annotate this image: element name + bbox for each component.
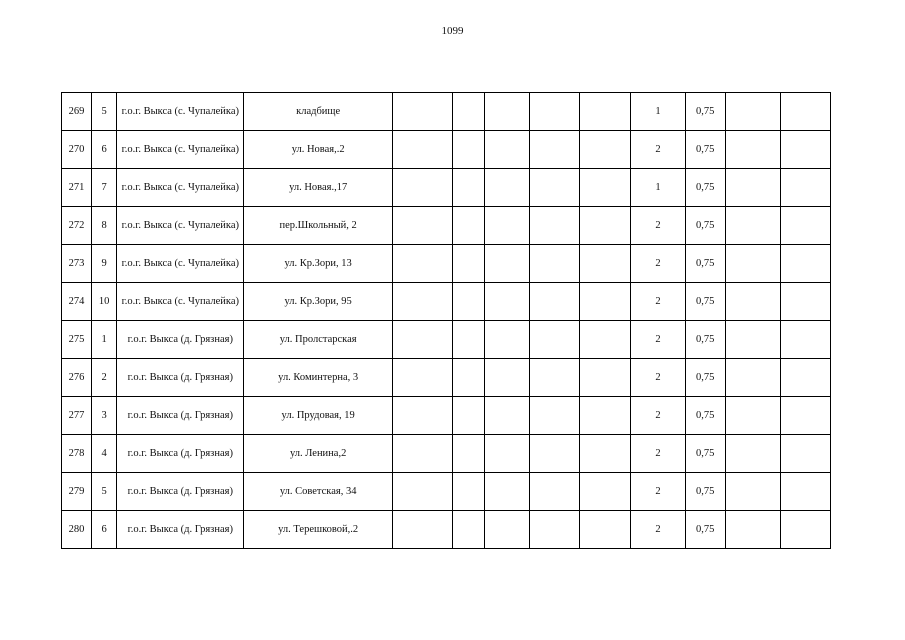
empty-cell: [453, 93, 485, 131]
empty-cell: [392, 511, 452, 549]
row-number-cell: 277: [62, 397, 92, 435]
row-number-cell: 275: [62, 321, 92, 359]
empty-cell: [453, 169, 485, 207]
empty-cell: [453, 131, 485, 169]
container-count-cell: 1: [631, 169, 685, 207]
container-volume-cell: 0,75: [685, 321, 725, 359]
empty-cell: [453, 245, 485, 283]
address-cell: кладбище: [244, 93, 392, 131]
container-count-cell: 2: [631, 473, 685, 511]
local-index-cell: 8: [92, 207, 117, 245]
empty-cell: [485, 245, 530, 283]
empty-cell: [392, 359, 452, 397]
address-cell: ул. Терешковой,.2: [244, 511, 392, 549]
registry-table-body: [62, 93, 831, 549]
locality-cell: г.о.г. Выкса (д. Грязная): [117, 511, 244, 549]
page-number: 1099: [441, 25, 464, 37]
empty-cell: [580, 283, 631, 321]
table-row: [62, 245, 831, 283]
locality-cell: г.о.г. Выкса (с. Чупалейка): [117, 169, 244, 207]
empty-cell: [580, 93, 631, 131]
locality-cell: г.о.г. Выкса (с. Чупалейка): [117, 283, 244, 321]
container-volume-cell: 0,75: [685, 169, 725, 207]
container-volume-cell: 0,75: [685, 93, 725, 131]
empty-cell: [453, 321, 485, 359]
empty-cell: [780, 359, 830, 397]
local-index-cell: 5: [92, 473, 117, 511]
local-index-cell: 6: [92, 131, 117, 169]
empty-cell: [780, 473, 830, 511]
local-index-cell: 5: [92, 93, 117, 131]
empty-cell: [392, 397, 452, 435]
container-count-cell: 2: [631, 283, 685, 321]
empty-cell: [485, 93, 530, 131]
empty-cell: [530, 245, 580, 283]
locality-cell: г.о.г. Выкса (д. Грязная): [117, 359, 244, 397]
empty-cell: [453, 435, 485, 473]
address-cell: ул. Пролстарская: [244, 321, 392, 359]
table-row: [62, 283, 831, 321]
empty-cell: [485, 511, 530, 549]
empty-cell: [485, 321, 530, 359]
empty-cell: [780, 169, 830, 207]
empty-cell: [780, 207, 830, 245]
empty-cell: [725, 93, 780, 131]
container-count-cell: 2: [631, 359, 685, 397]
empty-cell: [392, 245, 452, 283]
container-count-cell: 2: [631, 207, 685, 245]
empty-cell: [580, 397, 631, 435]
empty-cell: [725, 131, 780, 169]
table-row: [62, 359, 831, 397]
empty-cell: [725, 473, 780, 511]
container-volume-cell: 0,75: [685, 283, 725, 321]
local-index-cell: 2: [92, 359, 117, 397]
empty-cell: [392, 321, 452, 359]
locality-cell: г.о.г. Выкса (с. Чупалейка): [117, 207, 244, 245]
locality-cell: г.о.г. Выкса (с. Чупалейка): [117, 93, 244, 131]
empty-cell: [485, 473, 530, 511]
table-row: [62, 435, 831, 473]
container-count-cell: 2: [631, 397, 685, 435]
empty-cell: [580, 321, 631, 359]
row-number-cell: 276: [62, 359, 92, 397]
empty-cell: [530, 473, 580, 511]
empty-cell: [392, 435, 452, 473]
empty-cell: [580, 207, 631, 245]
empty-cell: [392, 169, 452, 207]
locality-cell: г.о.г. Выкса (д. Грязная): [117, 397, 244, 435]
table-row: [62, 93, 831, 131]
container-volume-cell: 0,75: [685, 435, 725, 473]
empty-cell: [580, 169, 631, 207]
local-index-cell: 10: [92, 283, 117, 321]
empty-cell: [780, 93, 830, 131]
empty-cell: [725, 321, 780, 359]
empty-cell: [725, 435, 780, 473]
empty-cell: [580, 359, 631, 397]
locality-cell: г.о.г. Выкса (д. Грязная): [117, 321, 244, 359]
row-number-cell: 271: [62, 169, 92, 207]
address-cell: ул. Новая.,17: [244, 169, 392, 207]
address-cell: ул. Кр.Зори, 13: [244, 245, 392, 283]
local-index-cell: 3: [92, 397, 117, 435]
local-index-cell: 7: [92, 169, 117, 207]
container-count-cell: 1: [631, 93, 685, 131]
empty-cell: [530, 169, 580, 207]
empty-cell: [485, 207, 530, 245]
address-cell: ул. Кр.Зори, 95: [244, 283, 392, 321]
locality-cell: г.о.г. Выкса (д. Грязная): [117, 473, 244, 511]
registry-table: [61, 92, 831, 549]
empty-cell: [725, 397, 780, 435]
empty-cell: [485, 435, 530, 473]
empty-cell: [485, 169, 530, 207]
container-count-cell: 2: [631, 435, 685, 473]
empty-cell: [392, 207, 452, 245]
empty-cell: [530, 359, 580, 397]
local-index-cell: 6: [92, 511, 117, 549]
row-number-cell: 278: [62, 435, 92, 473]
empty-cell: [725, 359, 780, 397]
empty-cell: [530, 283, 580, 321]
empty-cell: [485, 131, 530, 169]
local-index-cell: 9: [92, 245, 117, 283]
empty-cell: [530, 321, 580, 359]
table-row: [62, 169, 831, 207]
empty-cell: [725, 283, 780, 321]
empty-cell: [725, 245, 780, 283]
local-index-cell: 4: [92, 435, 117, 473]
table-row: [62, 131, 831, 169]
container-count-cell: 2: [631, 511, 685, 549]
empty-cell: [392, 131, 452, 169]
empty-cell: [392, 283, 452, 321]
table-row: [62, 511, 831, 549]
table-row: [62, 207, 831, 245]
empty-cell: [780, 435, 830, 473]
empty-cell: [580, 435, 631, 473]
container-volume-cell: 0,75: [685, 511, 725, 549]
empty-cell: [725, 511, 780, 549]
address-cell: ул. Советская, 34: [244, 473, 392, 511]
empty-cell: [780, 321, 830, 359]
container-count-cell: 2: [631, 321, 685, 359]
empty-cell: [530, 397, 580, 435]
empty-cell: [530, 511, 580, 549]
address-cell: ул. Коминтерна, 3: [244, 359, 392, 397]
container-count-cell: 2: [631, 245, 685, 283]
row-number-cell: 270: [62, 131, 92, 169]
locality-cell: г.о.г. Выкса (с. Чупалейка): [117, 131, 244, 169]
empty-cell: [530, 207, 580, 245]
empty-cell: [780, 245, 830, 283]
empty-cell: [453, 397, 485, 435]
empty-cell: [485, 359, 530, 397]
empty-cell: [485, 283, 530, 321]
empty-cell: [530, 93, 580, 131]
empty-cell: [530, 435, 580, 473]
empty-cell: [580, 473, 631, 511]
empty-cell: [580, 511, 631, 549]
table-row: [62, 321, 831, 359]
locality-cell: г.о.г. Выкса (д. Грязная): [117, 435, 244, 473]
row-number-cell: 279: [62, 473, 92, 511]
address-cell: ул. Ленина,2: [244, 435, 392, 473]
empty-cell: [530, 131, 580, 169]
empty-cell: [780, 283, 830, 321]
empty-cell: [453, 359, 485, 397]
row-number-cell: 272: [62, 207, 92, 245]
empty-cell: [392, 473, 452, 511]
empty-cell: [392, 93, 452, 131]
address-cell: пер.Школьный, 2: [244, 207, 392, 245]
empty-cell: [453, 473, 485, 511]
empty-cell: [485, 397, 530, 435]
row-number-cell: 274: [62, 283, 92, 321]
container-volume-cell: 0,75: [685, 397, 725, 435]
local-index-cell: 1: [92, 321, 117, 359]
container-volume-cell: 0,75: [685, 359, 725, 397]
empty-cell: [780, 511, 830, 549]
row-number-cell: 280: [62, 511, 92, 549]
table-row: [62, 473, 831, 511]
locality-cell: г.о.г. Выкса (с. Чупалейка): [117, 245, 244, 283]
row-number-cell: 269: [62, 93, 92, 131]
address-cell: ул. Прудовая, 19: [244, 397, 392, 435]
empty-cell: [580, 131, 631, 169]
container-volume-cell: 0,75: [685, 131, 725, 169]
container-volume-cell: 0,75: [685, 473, 725, 511]
row-number-cell: 273: [62, 245, 92, 283]
table-row: [62, 397, 831, 435]
empty-cell: [453, 207, 485, 245]
empty-cell: [453, 283, 485, 321]
empty-cell: [780, 397, 830, 435]
address-cell: ул. Новая,.2: [244, 131, 392, 169]
empty-cell: [725, 169, 780, 207]
container-count-cell: 2: [631, 131, 685, 169]
container-volume-cell: 0,75: [685, 245, 725, 283]
empty-cell: [780, 131, 830, 169]
empty-cell: [580, 245, 631, 283]
container-volume-cell: 0,75: [685, 207, 725, 245]
empty-cell: [453, 511, 485, 549]
empty-cell: [725, 207, 780, 245]
